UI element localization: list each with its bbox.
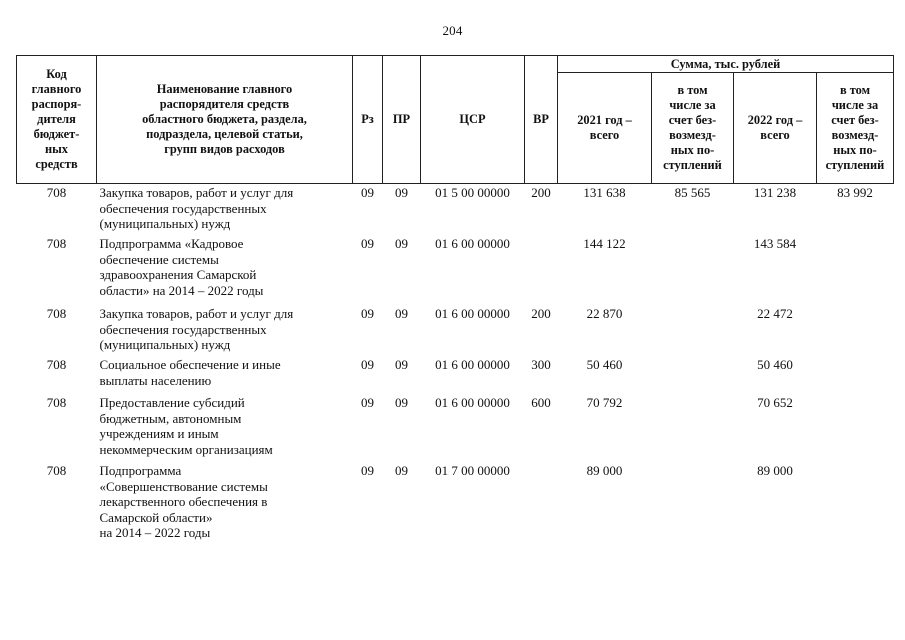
header-line: распоря- [31, 97, 82, 111]
cell-pr: 09 [395, 357, 408, 372]
cell-rz: 09 [361, 306, 374, 321]
cell-free2021 [652, 395, 734, 463]
header-2022-gratuitous [817, 73, 894, 184]
cell-pr: 09 [395, 395, 408, 410]
header-csr: ЦСР [421, 56, 525, 184]
page-number: 204 [442, 23, 463, 38]
header-line: областного бюджета, раздела, [142, 112, 307, 126]
cell-code: 708 [46, 236, 67, 251]
cell-y2022: 50 460 [757, 357, 793, 372]
cell-free2021 [652, 236, 734, 306]
header-line: дителя [37, 112, 76, 126]
name-line: обеспечение системы [99, 251, 219, 267]
cell-code: 708 [46, 306, 67, 321]
cell-csr: 01 6 00 00000 [435, 306, 510, 321]
cell-y2021: 131 638 [583, 185, 626, 200]
cell-free2021 [652, 357, 734, 395]
cell-free2021: 85 565 [674, 185, 711, 200]
cell-y2021: 70 792 [586, 395, 623, 410]
cell-vr: 600 [531, 395, 551, 410]
header-line: подраздела, целевой статьи, [146, 127, 303, 141]
cell-pr: 09 [395, 306, 408, 321]
cell-csr: 01 6 00 00000 [435, 357, 510, 372]
header-line: групп видов расходов [164, 142, 285, 156]
cell-rz: 09 [361, 185, 374, 200]
header-line: всего [760, 128, 790, 142]
header-line: 2021 год – [577, 113, 632, 127]
cell-free2022 [817, 395, 894, 463]
name-line: лекарственного обеспечения в [99, 494, 268, 510]
header-2021-gratuitous [652, 73, 734, 184]
cell-rz: 09 [361, 236, 374, 251]
header-line: всего [589, 128, 620, 142]
cell-code: 708 [46, 185, 67, 200]
table-row [17, 463, 894, 543]
name-line: выплаты населению [99, 372, 212, 388]
cell-name [97, 184, 353, 237]
name-line: «Совершенствование системы [99, 478, 268, 494]
header-line: числе за [669, 98, 716, 112]
name-line: Закупка товаров, работ и услуг для [99, 306, 294, 321]
cell-y2021: 22 870 [586, 306, 623, 321]
table-row [17, 395, 894, 463]
header-pr: ПР [383, 56, 421, 184]
table-row [17, 306, 894, 357]
cell-name [97, 463, 353, 543]
cell-free2022 [817, 463, 894, 543]
header-vr: ВР [525, 56, 558, 184]
cell-name [97, 357, 353, 395]
name-line: области» на 2014 – 2022 годы [99, 282, 264, 298]
cell-free2022 [817, 236, 894, 306]
header-line: счет без- [668, 113, 717, 127]
cell-code: 708 [46, 357, 67, 372]
header-line: ступлений [663, 158, 722, 172]
cell-y2022: 22 472 [757, 306, 793, 321]
cell-rz: 09 [361, 357, 374, 372]
cell-free2022 [817, 306, 894, 357]
header-code [17, 56, 97, 184]
name-line: Подпрограмма «Кадровое [99, 236, 244, 251]
cell-y2022: 143 584 [753, 236, 797, 251]
header-2022-total [734, 73, 817, 184]
cell-pr: 09 [395, 463, 408, 478]
cell-csr: 01 5 00 00000 [435, 185, 510, 200]
header-line: ных [44, 142, 68, 156]
budget-table [16, 55, 894, 543]
cell-vr: 200 [531, 306, 551, 321]
header-line: возмезд- [831, 128, 879, 142]
cell-free2022: 83 992 [837, 185, 873, 200]
cell-csr: 01 6 00 00000 [435, 236, 510, 251]
cell-vr: 200 [531, 185, 551, 200]
cell-y2022: 70 652 [757, 395, 793, 410]
name-line: Самарской области» [99, 509, 213, 525]
cell-pr: 09 [395, 236, 408, 251]
cell-free2021 [652, 306, 734, 357]
cell-name [97, 306, 353, 357]
name-line: учреждениям и иным [99, 426, 219, 442]
cell-rz: 09 [361, 395, 374, 410]
header-line: Наименование главного [156, 82, 293, 96]
table-body [17, 184, 894, 544]
header-2021-total [558, 73, 652, 184]
name-line: обеспечения государственных [99, 200, 267, 216]
cell-pr: 09 [395, 185, 408, 200]
header-line: в том [839, 83, 871, 97]
name-line: Предоставление субсидий [99, 395, 245, 410]
name-line: бюджетным, автономным [99, 410, 242, 426]
header-line: ных по- [833, 143, 877, 157]
header-line: числе за [831, 98, 879, 112]
name-line: Закупка товаров, работ и услуг для [99, 185, 294, 200]
cell-rz: 09 [361, 463, 374, 478]
cell-code: 708 [46, 463, 67, 478]
header-line: в том [677, 83, 708, 97]
cell-csr: 01 6 00 00000 [435, 395, 510, 410]
header-line: счет без- [831, 113, 879, 127]
cell-name [97, 236, 353, 306]
header-line: 2022 год – [747, 113, 803, 127]
cell-csr: 01 7 00 00000 [435, 463, 510, 478]
header-sum-group: Сумма, тыс. рублей [558, 56, 894, 73]
header-line: главного [31, 82, 82, 96]
cell-vr [525, 236, 558, 306]
name-line: некоммерческим организациям [99, 441, 273, 457]
cell-code: 708 [46, 395, 67, 410]
cell-y2021: 144 122 [583, 236, 626, 251]
name-line: обеспечения государственных [99, 321, 267, 337]
cell-free2021 [652, 463, 734, 543]
name-line: Подпрограмма [99, 463, 182, 478]
header-rz: Рз [353, 56, 383, 184]
cell-vr [525, 463, 558, 543]
cell-y2021: 50 460 [586, 357, 623, 372]
header-line: возмезд- [669, 128, 716, 142]
header-name [97, 56, 353, 184]
table-row [17, 184, 894, 237]
table-row [17, 236, 894, 306]
header-line: распорядителя средств [159, 97, 290, 111]
name-line: на 2014 – 2022 годы [99, 525, 211, 541]
header-line: ных по- [670, 143, 715, 157]
table-header [17, 56, 894, 184]
name-line: (муниципальных) нужд [99, 216, 231, 232]
cell-vr: 300 [531, 357, 551, 372]
header-line: средств [35, 157, 78, 171]
cell-y2022: 89 000 [757, 463, 793, 478]
name-line: (муниципальных) нужд [99, 337, 231, 353]
cell-y2022: 131 238 [753, 185, 797, 200]
cell-y2021: 89 000 [586, 463, 623, 478]
cell-free2022 [817, 357, 894, 395]
name-line: Социальное обеспечение и иные [99, 357, 281, 372]
cell-name [97, 395, 353, 463]
header-line: Код [46, 67, 67, 81]
header-line: ступлений [825, 158, 885, 172]
name-line: здравоохранения Самарской [99, 267, 257, 283]
table-row [17, 357, 894, 395]
header-line: бюджет- [33, 127, 80, 141]
